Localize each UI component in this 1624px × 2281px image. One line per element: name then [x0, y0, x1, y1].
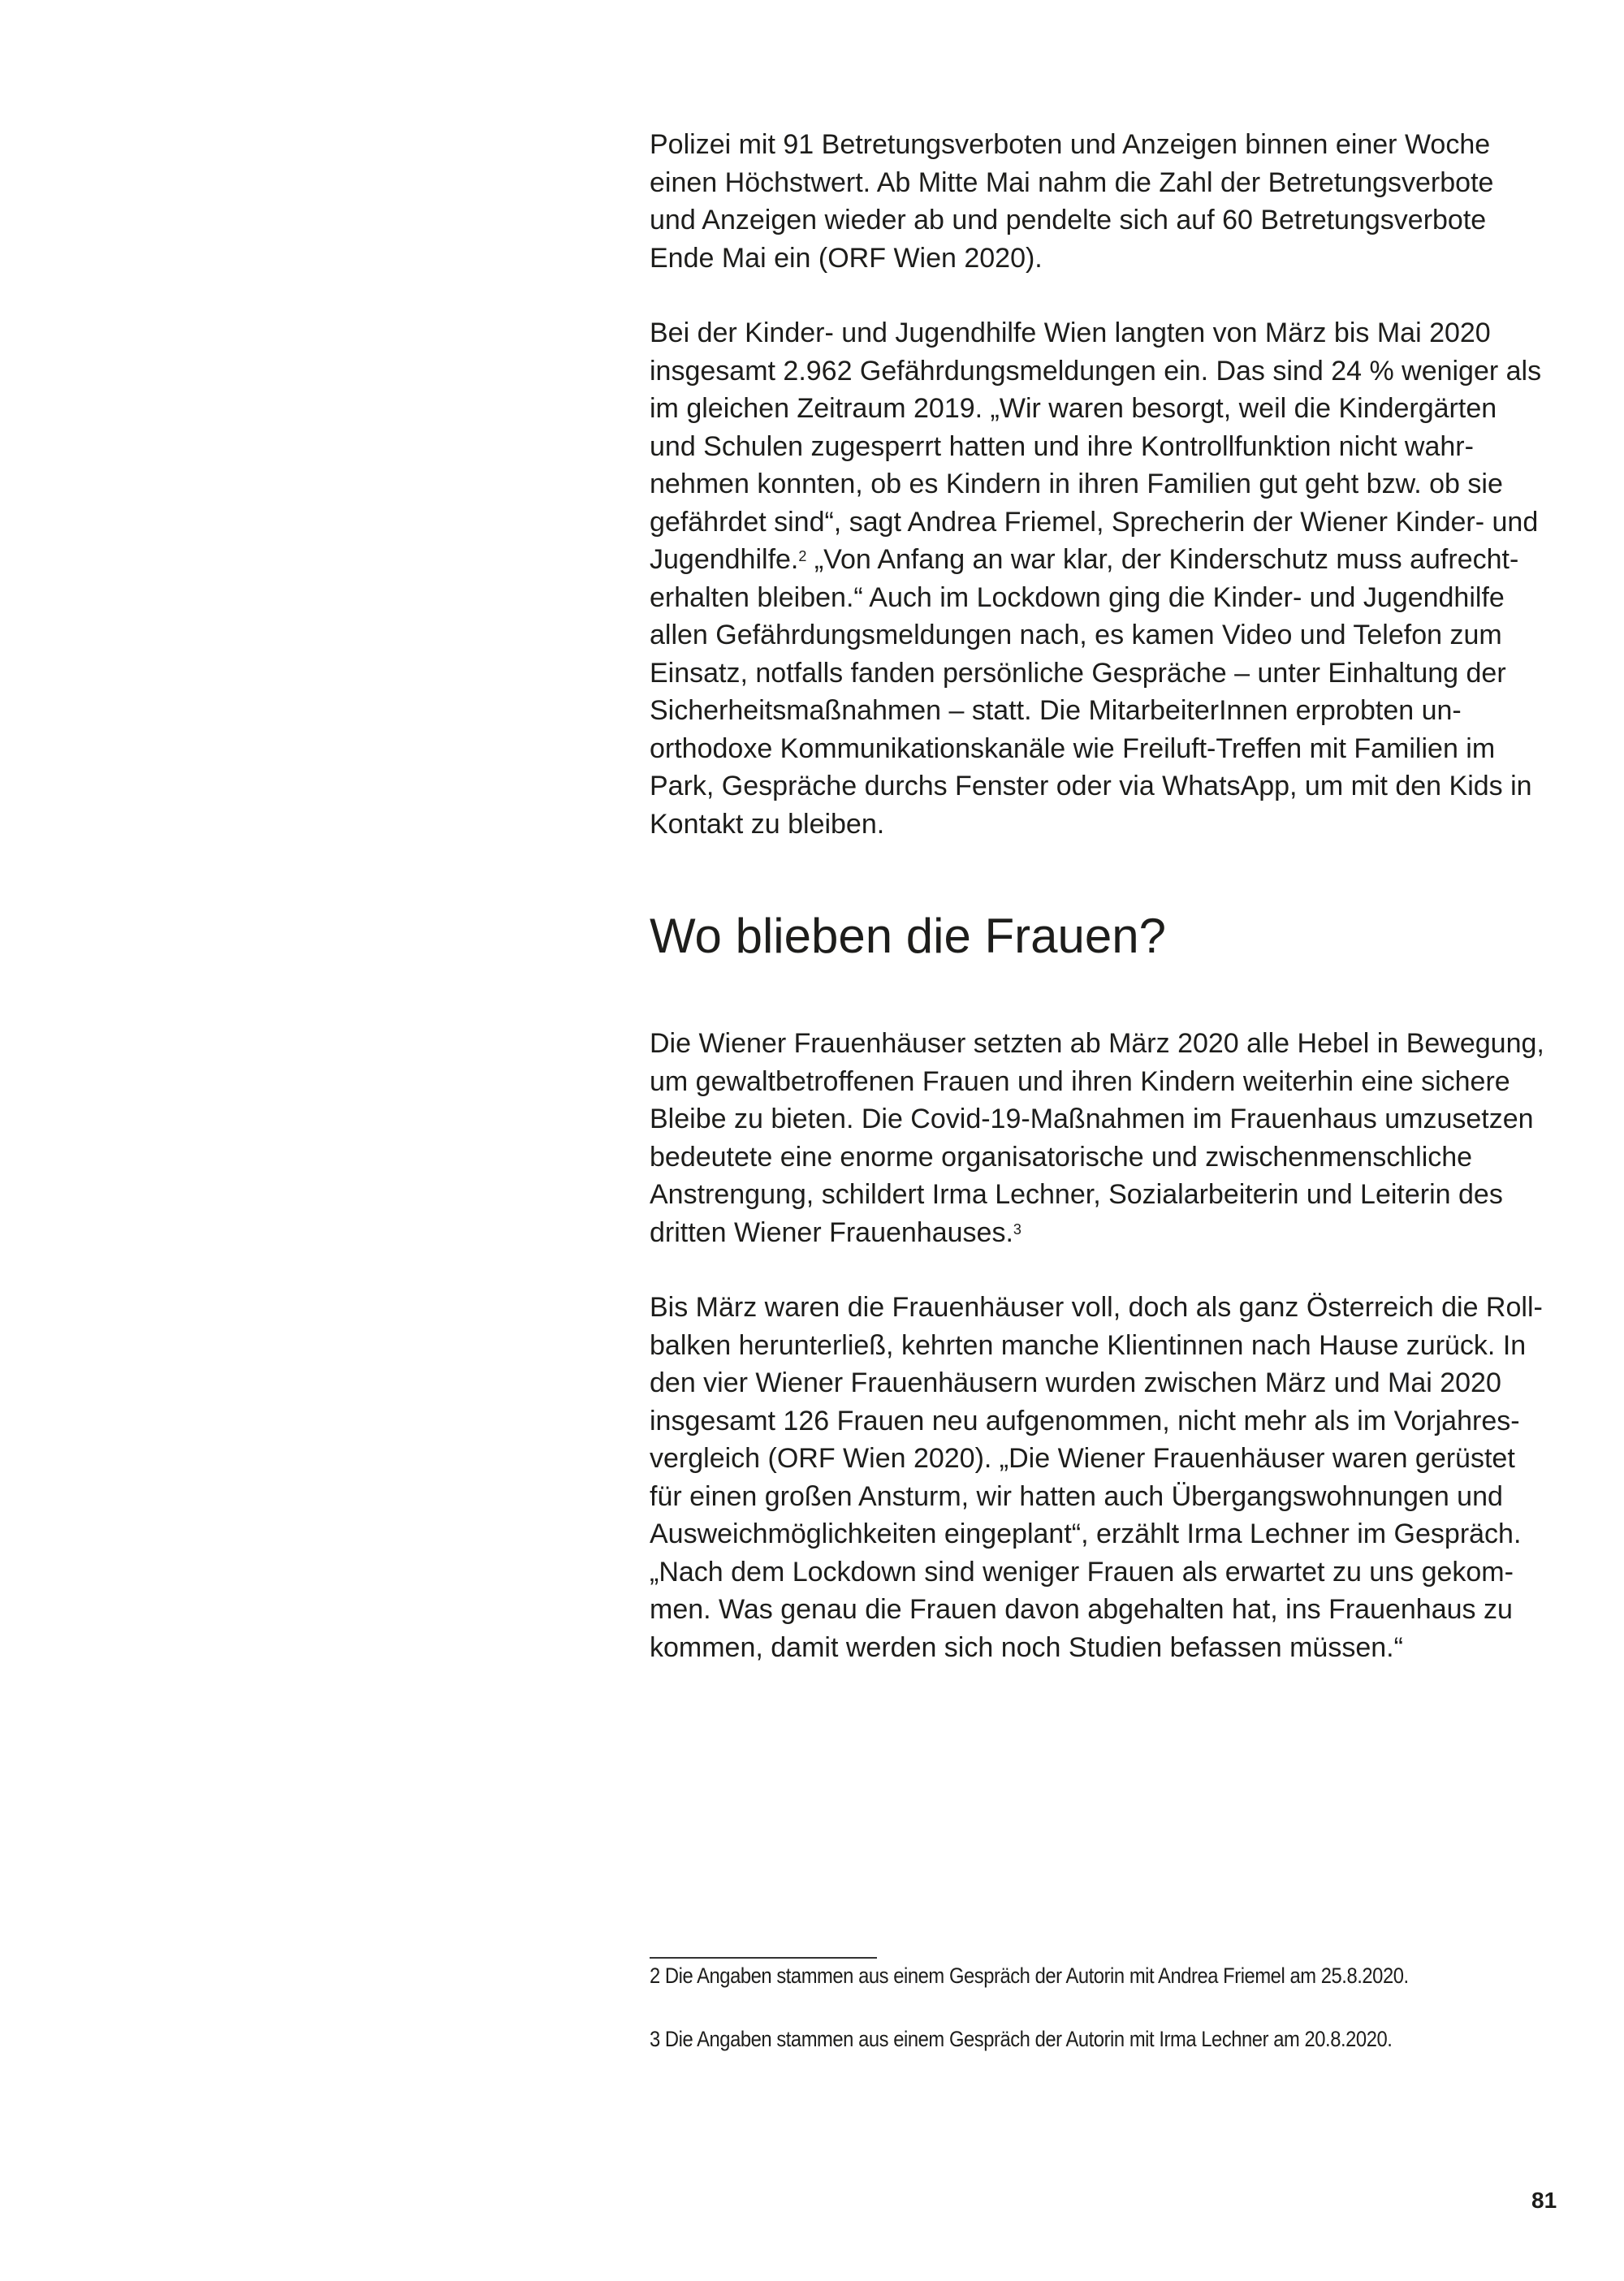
- line-text: Die Wiener Frauenhäuser setzten ab März 2020 alle Hebel in Bewegung,: [650, 1028, 1544, 1059]
- text-line: [650, 390, 1541, 428]
- paragraph-2: [650, 314, 1541, 843]
- text-line: [650, 1591, 1543, 1629]
- text-line: [650, 767, 1541, 806]
- line-text: men. Was genau die Frauen davon abgehalten hat, ins Frauenhaus zu: [650, 1594, 1513, 1625]
- text-line: [650, 730, 1541, 768]
- line-text: erhalten bleiben.“ Auch im Lockdown ging die Kinder- und Jugendhilfe: [650, 581, 1505, 613]
- line-text: insgesamt 126 Frauen neu aufgenommen, nicht mehr als im Vorjahres-: [650, 1405, 1520, 1436]
- line-text: „Von Anfang an war klar, der Kinderschutz muss aufrecht-: [806, 544, 1519, 575]
- line-text: Bleibe zu bieten. Die Covid-19-Maßnahmen im Frauenhaus umzusetzen: [650, 1104, 1534, 1134]
- paragraph-1: [650, 126, 1493, 277]
- text-line: [650, 1025, 1544, 1063]
- line-text: balken herunterließ, kehrten manche Klientinnen nach Hause zurück. In: [650, 1329, 1527, 1361]
- line-text: Polizei mit 91 Betretungsverboten und Anzeigen binnen einer Woche: [650, 129, 1491, 160]
- paragraph-4: [650, 1289, 1543, 1666]
- line-text: gefährdet sind“, sagt Andrea Friemel, Sprecherin der Wiener Kinder- und: [650, 506, 1539, 538]
- text-line: [650, 1629, 1543, 1667]
- line-text: im gleichen Zeitraum 2019. „Wir waren besorgt, weil die Kindergärten: [650, 393, 1497, 424]
- text-line: [650, 126, 1493, 164]
- text-line: [650, 164, 1493, 202]
- text-line: [650, 692, 1541, 730]
- page-number: 81: [1531, 2188, 1557, 2213]
- text-line: [650, 541, 1541, 579]
- line-text: „Nach dem Lockdown sind weniger Frauen als erwartet zu uns gekom-: [650, 1556, 1514, 1588]
- paragraph-3: [650, 1025, 1544, 1251]
- line-text: für einen großen Ansturm, wir hatten auch Übergangswohnungen und: [650, 1480, 1503, 1512]
- line-text: Jugendhilfe.: [650, 544, 799, 575]
- text-line: [650, 1553, 1543, 1592]
- text-line: [650, 1402, 1543, 1441]
- text-line: [650, 314, 1541, 352]
- text-line: [650, 616, 1541, 654]
- text-line: [650, 1100, 1544, 1138]
- line-text: kommen, damit werden sich noch Studien befassen müssen.“: [650, 1631, 1403, 1663]
- text-line: [650, 1138, 1544, 1177]
- line-text: und Anzeigen wieder ab und pendelte sich auf 60 Betretungsverbote: [650, 205, 1487, 235]
- text-line: [650, 1289, 1543, 1327]
- line-text: vergleich (ORF Wien 2020). „Die Wiener Frauenhäuser waren gerüstet: [650, 1443, 1515, 1474]
- text-line: [650, 806, 1541, 844]
- line-text: orthodoxe Kommunikationskanäle wie Freiluft-Treffen mit Familien im: [650, 732, 1496, 764]
- text-line: [650, 428, 1541, 466]
- line-text: den vier Wiener Frauenhäusern wurden zwischen März und Mai 2020: [650, 1367, 1501, 1398]
- text-line: [650, 1214, 1544, 1252]
- line-text: Ende Mai ein (ORF Wien 2020).: [650, 242, 1043, 274]
- line-text: Kontakt zu bleiben.: [650, 808, 885, 840]
- line-text: und Schulen zugesperrt hatten und ihre Kontrollfunktion nicht wahr-: [650, 430, 1474, 462]
- text-line: [650, 1176, 1544, 1214]
- line-text: Bis März waren die Frauenhäuser voll, doch als ganz Österreich die Roll-: [650, 1292, 1543, 1323]
- footnote-divider: [650, 1957, 877, 1959]
- text-line: [650, 1515, 1543, 1553]
- footnote-3: 3 Die Angaben stammen aus einem Gespräch der Autorin mit Irma Lechner am 20.8.2020.: [650, 2027, 1393, 2051]
- text-line: [650, 1364, 1543, 1402]
- text-line: [650, 579, 1541, 617]
- footnote-2: 2 Die Angaben stammen aus einem Gespräch der Autorin mit Andrea Friemel am 25.8.2020.: [650, 1963, 1409, 1988]
- line-text: insgesamt 2.962 Gefährdungsmeldungen ein. Das sind 24 % weniger als: [650, 355, 1542, 387]
- line-text: Anstrengung, schildert Irma Lechner, Sozialarbeiterin und Leiterin des: [650, 1179, 1503, 1210]
- line-text: dritten Wiener Frauenhauses.: [650, 1216, 1013, 1248]
- section-heading: Wo blieben die Frauen?: [650, 909, 1166, 963]
- line-text: um gewaltbetroffenen Frauen und ihren Kindern weiterhin eine sichere: [650, 1065, 1510, 1097]
- line-text: Bei der Kinder- und Jugendhilfe Wien langten von März bis Mai 2020: [650, 318, 1491, 348]
- line-text: Sicherheitsmaßnahmen – statt. Die MitarbeiterInnen erprobten un-: [650, 695, 1462, 726]
- line-text: Einsatz, notfalls fanden persönliche Gespräche – unter Einhaltung der: [650, 657, 1506, 689]
- text-line: [650, 201, 1493, 240]
- line-text: einen Höchstwert. Ab Mitte Mai nahm die Zahl der Betretungsverbote: [650, 166, 1494, 198]
- line-text: bedeutete eine enorme organisatorische und zwischenmenschliche: [650, 1141, 1473, 1173]
- line-text: nehmen konnten, ob es Kindern in ihren Familien gut geht bzw. ob sie: [650, 469, 1503, 499]
- text-line: [650, 503, 1541, 542]
- text-line: [650, 1478, 1543, 1516]
- text-line: [650, 352, 1541, 391]
- text-line: [650, 1440, 1543, 1478]
- text-line: [650, 240, 1493, 278]
- line-text: allen Gefährdungsmeldungen nach, es kamen Video und Telefon zum: [650, 620, 1502, 650]
- text-line: [650, 654, 1541, 693]
- text-line: [650, 1327, 1543, 1365]
- text-line: [650, 1063, 1544, 1101]
- line-text: Park, Gespräche durchs Fenster oder via WhatsApp, um mit den Kids in: [650, 771, 1532, 801]
- line-text: Ausweichmöglichkeiten eingeplant“, erzählt Irma Lechner im Gespräch.: [650, 1519, 1522, 1549]
- footnote-reference[interactable]: 3: [1013, 1220, 1021, 1238]
- footnote-reference[interactable]: 2: [798, 548, 807, 564]
- text-line: [650, 465, 1541, 503]
